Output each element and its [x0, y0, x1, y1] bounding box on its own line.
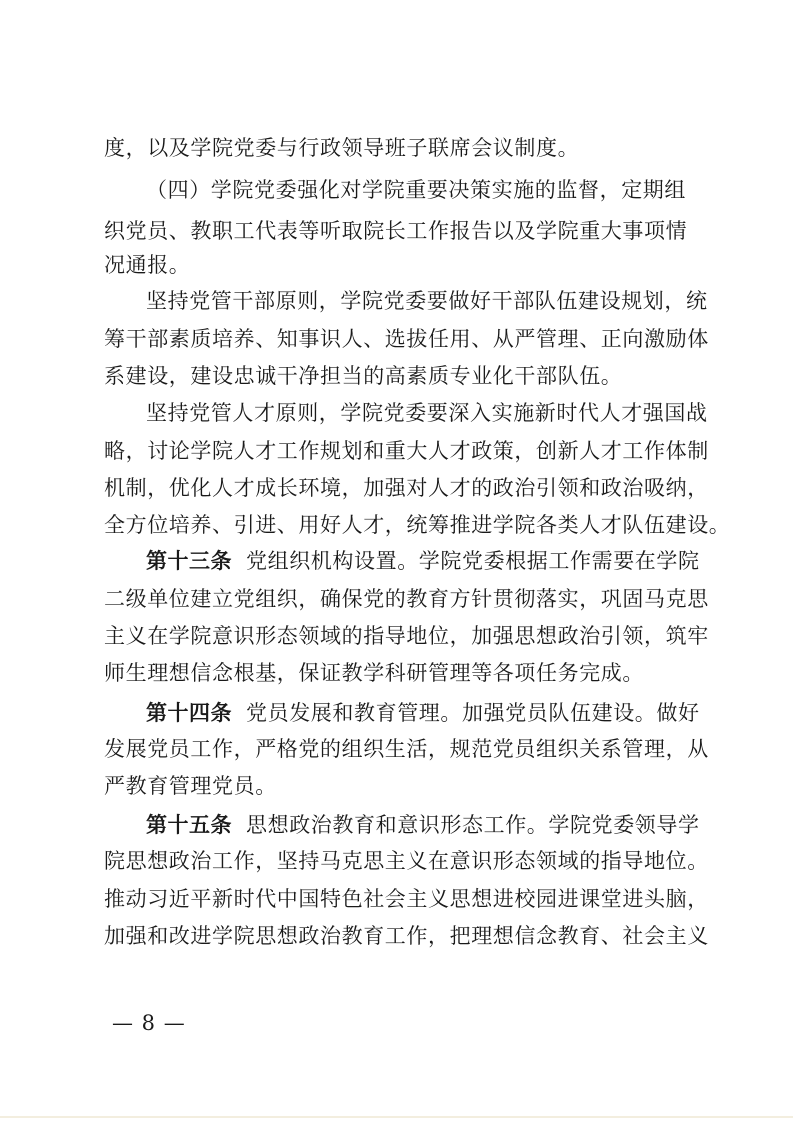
- article-heading: 第十三条: [146, 549, 232, 573]
- text-line: 严教育管理党员。: [104, 774, 277, 798]
- article-text: 党员发展和教育管理。加强党员队伍建设。做好: [246, 701, 700, 725]
- text-line: 略，讨论学院人才工作规划和重大人才政策，创新人才工作体制: [104, 439, 709, 463]
- text-line: 全方位培养、引进、用好人才，统筹推进学院各类人才队伍建设。: [104, 513, 731, 537]
- article-line: [146, 546, 700, 576]
- article-text: 党组织机构设置。学院党委根据工作需要在学院: [246, 549, 700, 573]
- article-heading: 第十四条: [146, 701, 232, 725]
- text-line: 况通报。: [104, 253, 191, 277]
- article-line: [146, 810, 700, 840]
- text-line: 院思想政治工作，坚持马克思主义在意识形态领域的指导地位。: [104, 849, 709, 873]
- text-line: 筹干部素质培养、知事识人、选拔任用、从严管理、正向激励体: [104, 327, 709, 351]
- text-line: 二级单位建立党组织，确保党的教育方针贯彻落实，巩固马克思: [104, 587, 709, 611]
- text-line: （四）学院党委强化对学院重要决策实施的监督，定期组: [146, 178, 686, 202]
- text-line: 加强和改进学院思想政治教育工作，把理想信念教育、社会主义: [104, 924, 709, 948]
- article-text: 思想政治教育和意识形态工作。学院党委领导学: [246, 813, 700, 837]
- text-line: 推动习近平新时代中国特色社会主义思想进校园进课堂进头脑，: [104, 887, 709, 911]
- text-line: 坚持党管人才原则，学院党委要深入实施新时代人才强国战: [146, 401, 708, 425]
- text-line: 系建设，建设忠诚干净担当的高素质专业化干部队伍。: [104, 364, 623, 388]
- article-line: [146, 698, 700, 728]
- text-line: 织党员、教职工代表等听取院长工作报告以及学院重大事项情: [104, 219, 688, 243]
- page-bottom-edge: [0, 1116, 793, 1118]
- text-line: 机制，优化人才成长环境，加强对人才的政治引领和政治吸纳，: [104, 476, 709, 500]
- article-heading: 第十五条: [146, 813, 232, 837]
- text-line: 发展党员工作，严格党的组织生活，规范党员组织关系管理，从: [104, 737, 709, 761]
- page-number: — 8 —: [112, 1011, 186, 1035]
- text-line: 度，以及学院党委与行政领导班子联席会议制度。: [104, 136, 580, 160]
- text-line: 坚持党管干部原则，学院党委要做好干部队伍建设规划，统: [146, 289, 708, 313]
- text-line: 主义在学院意识形态领域的指导地位，加强思想政治引领，筑牢: [104, 624, 709, 648]
- text-line: 师生理想信念根基，保证教学科研管理等各项任务完成。: [104, 661, 644, 685]
